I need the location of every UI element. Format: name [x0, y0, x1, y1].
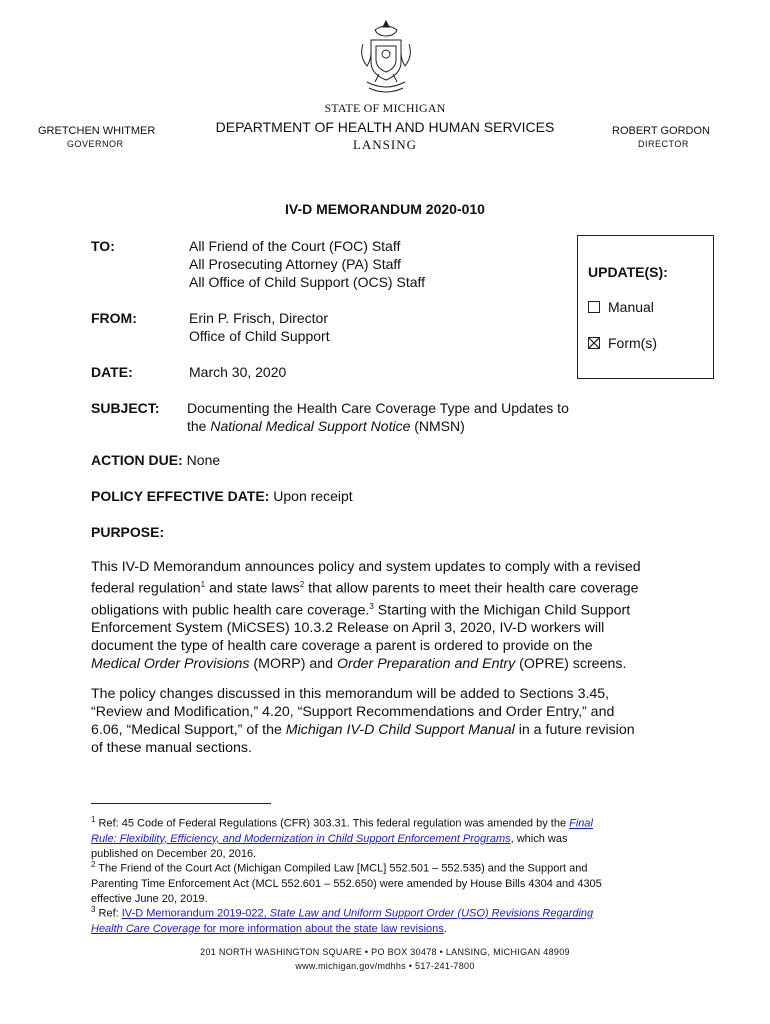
to-line: All Office of Child Support (OCS) Staff	[189, 274, 426, 290]
manual-checkbox[interactable]	[588, 301, 600, 313]
to-line: All Friend of the Court (FOC) Staff	[189, 238, 401, 254]
state-law-link-cont[interactable]: Health Care Coverage	[91, 922, 201, 935]
from-sender	[189, 309, 330, 345]
date-value: March 30, 2020	[189, 364, 287, 380]
memorandum-link[interactable]: IV-D Memorandum 2019-022,	[121, 907, 267, 920]
to-label: TO:	[91, 238, 115, 254]
forms-checkbox[interactable]	[588, 337, 600, 349]
policy-effective-date: POLICY EFFECTIVE DATE: Upon receipt	[91, 488, 353, 504]
manual-label: Manual	[608, 299, 654, 315]
action-due: ACTION DUE: None	[91, 452, 221, 468]
footer-address: 201 NORTH WASHINGTON SQUARE • PO BOX 30478 • LANSING, MICHIGAN 48909	[200, 947, 570, 957]
subject-label: SUBJECT:	[91, 400, 160, 416]
updates-box	[577, 235, 714, 379]
subject-line: the National Medical Support Notice (NMSN)	[187, 418, 465, 434]
director-title: DIRECTOR	[638, 139, 689, 149]
date-label: DATE:	[91, 364, 133, 380]
purpose-paragraph: This IV-D Memorandum announces policy and system updates to comply with a revised federal regulation$^1$ and state laws$^2$ that allow parents to meet their health care coverage obligations with public health care coverage.$^3$ Starting with the Michigan Child Support Enforcement System (MiCSES) 10.3.2 Release on April 3, 2020, IV-D workers will document the type of health care coverage a parent is ordered to provide on the Medical Order Provisions (MORP) and Order Preparation and Entry (OPRE) screens.	[91, 559, 641, 673]
from-line: Erin P. Frisch, Director	[189, 310, 328, 326]
footnote-divider	[91, 803, 271, 804]
footnote-1: $^1$ Ref: 45 Code of Federal Regulations (CFR) 303.31. This federal regulation was amended by the Final Rule: Flexibility, Efficiency, and Modernization in Child Support Enforcement Programs, which was published on December 20, 2016.	[91, 815, 593, 860]
state-law-link-tail[interactable]: for more information about the state law revisions	[200, 922, 444, 935]
final-rule-link[interactable]: Final	[569, 817, 593, 830]
city-name: LANSING	[352, 137, 418, 152]
policy-changes-paragraph: The policy changes discussed in this memorandum will be added to Sections 3.45, “Review and Modification,” 4.20, “Support Recommendations and Order Entry,” and 6.06, “Medical Support,” of the Michigan IV-D Child Support Manual in a future revision of these manual sections.	[91, 686, 635, 756]
from-line: Office of Child Support	[189, 328, 330, 344]
director-name: ROBERT GORDON	[612, 125, 710, 137]
governor-name: GRETCHEN WHITMER	[38, 125, 156, 137]
footer-contact: www.michigan.gov/mdhhs • 517-241-7800	[295, 961, 475, 971]
state-seal-icon	[357, 18, 415, 96]
memo-title: IV-D MEMORANDUM 2020-010	[285, 201, 485, 217]
subject-text	[187, 399, 569, 435]
footnote-2: $^2$ The Friend of the Court Act (Michigan Compiled Law [MCL] 552.501 – 552.535) and the Support and Parenting Time Enforcement Act (MCL 552.601 – 552.650) were amended by House Bills 4304 and 4305 effective June 20, 2019.	[91, 860, 602, 905]
to-recipients	[189, 237, 425, 291]
footnote-3: $^3$ Ref: IV-D Memorandum 2019-022, State Law and Uniform Support Order (USO) Revisions Regarding Health Care Coverage for more information about the state law revisions.	[91, 905, 594, 935]
governor-title: GOVERNOR	[67, 139, 124, 149]
final-rule-link-cont[interactable]: Rule: Flexibility, Efficiency, and Modernization in Child Support Enforcement Programs	[91, 832, 511, 845]
forms-label: Form(s)	[608, 335, 657, 351]
state-law-link[interactable]: State Law and Uniform Support Order (USO) Revisions Regarding	[266, 907, 594, 920]
from-label: FROM:	[91, 310, 137, 326]
subject-line: Documenting the Health Care Coverage Type and Updates to	[187, 400, 569, 416]
department-name: DEPARTMENT OF HEALTH AND HUMAN SERVICES	[215, 119, 555, 135]
purpose-heading: PURPOSE:	[91, 524, 165, 540]
state-title: STATE OF MICHIGAN	[324, 101, 446, 115]
updates-title: UPDATE(S):	[588, 264, 668, 280]
checkmark-x-icon	[589, 338, 599, 348]
to-line: All Prosecuting Attorney (PA) Staff	[189, 256, 401, 272]
